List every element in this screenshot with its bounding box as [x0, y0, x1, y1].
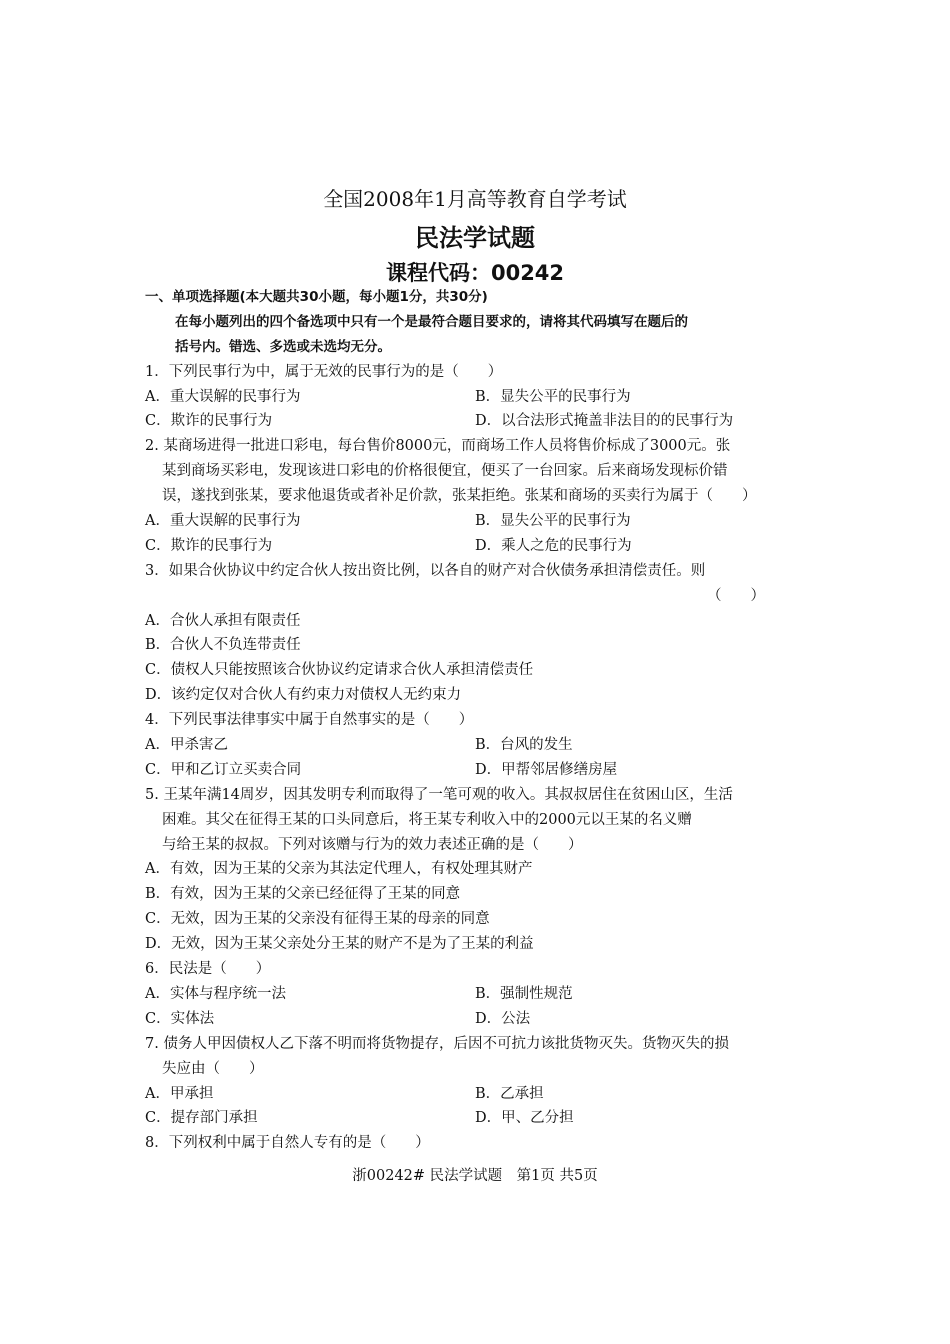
question-6-options-cd	[145, 1007, 810, 1032]
question-5-option-c: C．无效，因为王某的父亲没有征得王某的母亲的同意	[145, 911, 490, 928]
question-3-option-c: C．债权人只能按照该合伙协议约定请求合伙人承担清偿责任	[145, 662, 534, 679]
question-4-option-b: B．台风的发生	[475, 737, 573, 754]
question-1-options-cd	[145, 409, 810, 434]
question-8-stem: 8．下列权利中属于自然人专有的是（ ）	[145, 1135, 430, 1152]
question-3-option-b: B．合伙人不负连带责任	[145, 637, 301, 654]
section-instruction-line2: 括号内。错选、多选或未选均无分。	[175, 338, 391, 355]
exam-content	[145, 285, 810, 1156]
question-6-option-c: C．实体法	[145, 1010, 215, 1027]
question-5-option-d: D．无效，因为王某父亲处分王某的财产不是为了王某的利益	[145, 936, 534, 953]
question-1-option-b: B．显失公平的民事行为	[475, 388, 631, 405]
question-2-option-d: D．乘人之危的民事行为	[475, 537, 632, 554]
question-7-option-c: C．提存部门承担	[145, 1110, 258, 1127]
question-2-option-a: A．重大误解的民事行为	[145, 513, 301, 530]
page-footer: 浙00242# 民法学试题 第1页 共5页	[352, 1168, 598, 1184]
question-7-option-b: B．乙承担	[475, 1085, 544, 1102]
question-6-option-a: A．实体与程序统一法	[145, 985, 286, 1002]
question-2-line1: 2. 某商场进得一批进口彩电，每台售价8000元，而商场工作人员将售价标成了3000元。张	[145, 438, 731, 455]
section-instruction-line1: 在每小题列出的四个备选项中只有一个是最符合题目要求的，请将其代码填写在题后的	[175, 313, 688, 330]
question-5-option-b: B．有效，因为王某的父亲已经征得了王某的同意	[145, 886, 461, 903]
question-2-line2: 某到商场买彩电，发现该进口彩电的价格很便宜，便买了一台回家。后来商场发现标价错	[162, 463, 728, 480]
question-1-options-ab	[145, 385, 810, 410]
question-4-option-c: C．甲和乙订立买卖合同	[145, 761, 302, 778]
question-5-option-a: A．有效，因为王某的父亲为其法定代理人，有权处理其财产	[145, 861, 533, 878]
question-3-stem: 3．如果合伙协议中约定合伙人按出资比例，以各自的财产对合伙债务承担清偿责任。则	[145, 562, 706, 579]
question-4-options-cd	[145, 758, 810, 783]
question-3-option-d: D．该约定仅对合伙人有约束力对债权人无约束力	[145, 687, 462, 704]
section-heading: 一、单项选择题(本大题共30小题，每小题1分，共30分)	[145, 289, 488, 305]
question-7-option-a: A．甲承担	[145, 1085, 214, 1102]
course-code: 课程代码：00242	[385, 261, 565, 285]
question-2-line3: 误，遂找到张某，要求他退货或者补足价款，张某拒绝。张某和商场的买卖行为属于（ ）	[162, 488, 757, 505]
question-6-option-b: B．强制性规范	[475, 985, 573, 1002]
question-6-options-ab	[145, 982, 810, 1007]
question-5-line1: 5. 王某年满14周岁，因其发明专利而取得了一笔可观的收入。其叔叔居住在贫困山区，生活	[145, 786, 733, 803]
question-7-line1: 7. 债务人甲因债权人乙下落不明而将货物提存，后因不可抗力该批货物灭失。货物灭失的损	[145, 1035, 729, 1052]
question-3-answer-paren: （ ）	[707, 587, 765, 604]
question-7-options-cd	[145, 1106, 810, 1131]
question-2-option-c: C．欺诈的民事行为	[145, 537, 273, 554]
question-5-line3: 与给王某的叔叔。下列对该赠与行为的效力表述正确的是（ ）	[162, 836, 583, 853]
question-5-line2: 困难。其父在征得王某的口头同意后，将王某专利收入中的2000元以王某的名义赠	[162, 811, 692, 828]
question-1-option-a: A．重大误解的民事行为	[145, 388, 301, 405]
question-2-options-cd	[145, 534, 810, 559]
question-6-option-d: D．公法	[475, 1010, 531, 1027]
exam-title: 全国2008年1月高等教育自学考试	[323, 187, 627, 211]
question-4-stem: 4．下列民事法律事实中属于自然事实的是（ ）	[145, 712, 474, 729]
question-4-option-d: D．甲帮邻居修缮房屋	[475, 761, 618, 778]
question-7-option-d: D．甲、乙分担	[475, 1110, 574, 1127]
question-7-options-ab	[145, 1082, 810, 1107]
subject-title: 民法学试题	[415, 224, 535, 252]
question-3-option-a: A．合伙人承担有限责任	[145, 612, 301, 629]
question-1-stem: 1．下列民事行为中，属于无效的民事行为的是（ ）	[145, 363, 503, 380]
question-2-options-ab	[145, 509, 810, 534]
question-2-option-b: B．显失公平的民事行为	[475, 513, 631, 530]
question-7-line2: 失应由（ ）	[162, 1060, 264, 1077]
question-6-stem: 6．民法是（ ）	[145, 961, 271, 978]
question-1-option-d: D．以合法形式掩盖非法目的的民事行为	[475, 413, 734, 430]
question-4-options-ab	[145, 733, 810, 758]
question-1-option-c: C．欺诈的民事行为	[145, 413, 273, 430]
question-4-option-a: A．甲杀害乙	[145, 737, 228, 754]
